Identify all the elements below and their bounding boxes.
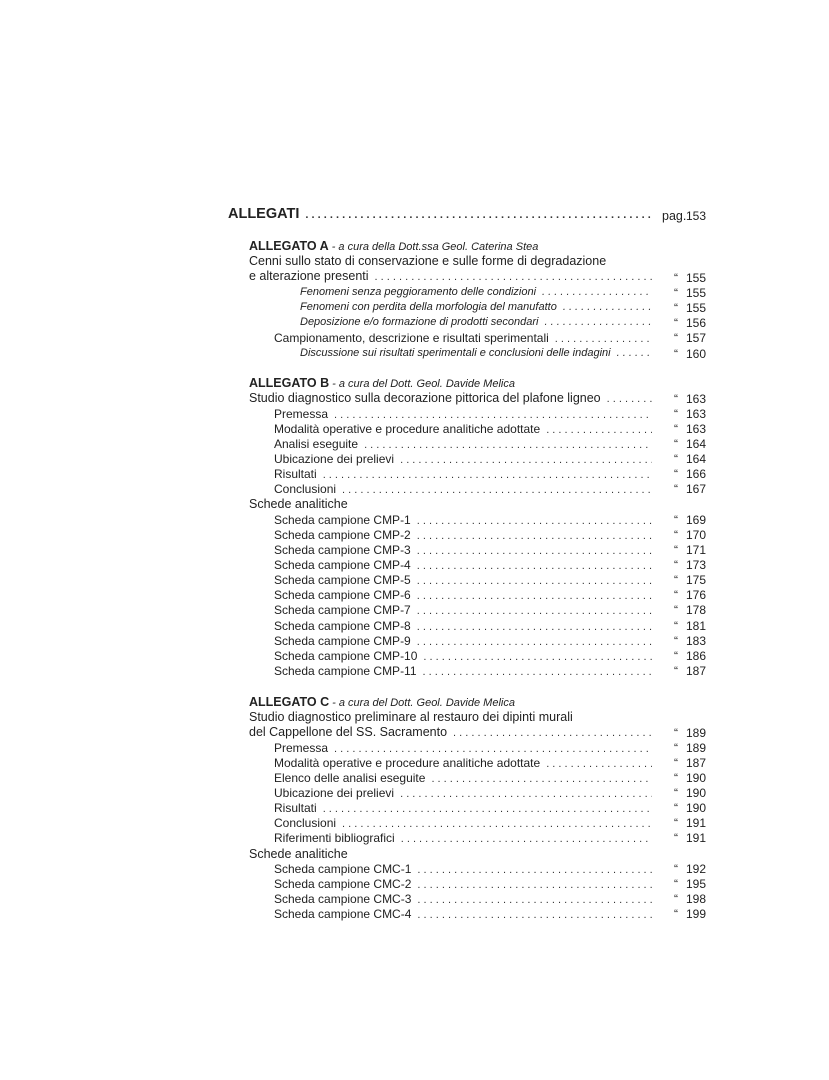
entry-page: 164 (685, 437, 706, 451)
leader-dots (423, 651, 652, 663)
toc-entry (274, 331, 658, 345)
entry-label: Risultati (274, 467, 317, 481)
ditto-mark: “ (674, 347, 678, 361)
entry-label: Scheda campione CMP-11 (274, 664, 417, 678)
leader-dots (400, 788, 652, 800)
leader-dots (417, 530, 652, 542)
leader-dots (417, 864, 652, 876)
entry-label: Scheda campione CMP-7 (274, 603, 411, 617)
toc-entry (274, 588, 658, 602)
ditto-mark: “ (674, 467, 678, 481)
leader-dots (417, 560, 652, 572)
leader-dots (342, 818, 652, 830)
allegato-c-author: - a cura del Dott. Geol. Davide Melica (329, 697, 515, 709)
ditto-mark: “ (674, 407, 678, 421)
toc-entry (274, 407, 658, 421)
entry-page: 176 (685, 588, 706, 602)
allegato-b-author: - a cura del Dott. Geol. Davide Melica (329, 378, 515, 390)
entry-page: 155 (685, 271, 706, 285)
ditto-mark: “ (674, 331, 678, 345)
entry-page: 187 (685, 664, 706, 678)
toc-entry (274, 664, 658, 678)
leader-dots (305, 209, 652, 221)
entry-label: Campionamento, descrizione e risultati sperimentali (274, 331, 549, 345)
toc-entry (300, 286, 658, 298)
entry-page: 181 (685, 619, 706, 633)
ditto-mark: “ (674, 786, 678, 800)
entry-page: 167 (685, 482, 706, 496)
ditto-mark: “ (674, 816, 678, 830)
toc-entry (274, 801, 658, 815)
entry-label: Fenomeni senza peggioramento delle condizioni (300, 286, 537, 298)
entry-label: Modalità operative e procedure analitiche adottate (274, 422, 541, 436)
ditto-mark: “ (674, 422, 678, 436)
entry-page: 190 (685, 801, 706, 815)
entry-page: 164 (685, 452, 706, 466)
entry-page: 163 (685, 422, 706, 436)
leader-dots (417, 575, 652, 587)
entry-page: 198 (685, 892, 706, 906)
leader-dots (431, 773, 652, 785)
entry-label: Scheda campione CMP-5 (274, 573, 411, 587)
leader-dots (542, 286, 652, 298)
ditto-mark: “ (674, 649, 678, 663)
entry-label: Riferimenti bibliografici (274, 831, 395, 845)
toc-entry (274, 831, 658, 845)
entry-label: Ubicazione dei prelievi (274, 452, 395, 466)
leader-dots (401, 833, 652, 845)
entry-page: 175 (685, 573, 706, 587)
toc-entry (249, 269, 658, 283)
leader-dots (453, 727, 652, 739)
ditto-mark: “ (674, 801, 678, 815)
entry-page: 170 (685, 528, 706, 542)
entry-label: Scheda campione CMP-3 (274, 543, 411, 557)
entry-label: Premessa (274, 407, 329, 421)
toc-entry (274, 558, 658, 572)
ditto-mark: “ (674, 588, 678, 602)
leader-dots (417, 545, 652, 557)
ditto-mark: “ (674, 831, 678, 845)
allegato-c-title: ALLEGATO C (249, 695, 330, 709)
toc-main-entry (228, 206, 658, 222)
ditto-mark: “ (674, 892, 678, 906)
leader-dots (364, 439, 652, 451)
leader-dots (375, 271, 652, 283)
entry-page: 178 (685, 603, 706, 617)
entry-label: Scheda campione CMP-4 (274, 558, 411, 572)
entry-page: 199 (685, 907, 706, 921)
entry-label: Conclusioni (274, 816, 337, 830)
entry-label: Scheda campione CMP-8 (274, 619, 411, 633)
toc-entry (300, 347, 658, 359)
leader-dots (417, 879, 652, 891)
toc-entry (274, 528, 658, 542)
ditto-mark: “ (674, 437, 678, 451)
leader-dots (417, 590, 652, 602)
main-entry-page: 153 (685, 209, 706, 223)
toc-entry (274, 422, 658, 436)
leader-dots (617, 347, 652, 359)
leader-dots (544, 316, 652, 328)
allegato-b-title: ALLEGATO B (249, 376, 330, 390)
leader-dots (555, 333, 652, 345)
toc-entry (249, 391, 658, 405)
leader-dots (334, 409, 652, 421)
entry-label: Modalità operative e procedure analitiche adottate (274, 756, 541, 770)
allegato-c-title-line1: Studio diagnostico preliminare al restauro dei dipinti murali (249, 710, 573, 724)
entry-label: Discussione sui risultati sperimentali e conclusioni delle indagini (300, 347, 611, 359)
toc-entry (274, 619, 658, 633)
leader-dots (423, 666, 652, 678)
toc-entry (274, 786, 658, 800)
ditto-mark: “ (674, 619, 678, 633)
toc-entry (274, 649, 658, 663)
ditto-mark: “ (674, 862, 678, 876)
toc-entry (274, 437, 658, 451)
entry-page: 187 (685, 756, 706, 770)
leader-dots (400, 454, 652, 466)
entry-label: Scheda campione CMP-2 (274, 528, 411, 542)
ditto-mark: “ (674, 726, 678, 740)
entry-page: 192 (685, 862, 706, 876)
ditto-mark: “ (674, 528, 678, 542)
ditto-mark: “ (674, 482, 678, 496)
toc-entry (274, 741, 658, 755)
toc-entry (274, 771, 658, 785)
allegato-a-heading (249, 239, 538, 253)
entry-label: Scheda campione CMP-10 (274, 649, 418, 663)
ditto-mark: “ (674, 877, 678, 891)
entry-page: 183 (685, 634, 706, 648)
entry-page: 163 (685, 407, 706, 421)
entry-label: Premessa (274, 741, 329, 755)
entry-label: Scheda campione CMP-1 (274, 513, 411, 527)
leader-dots (323, 803, 652, 815)
toc-entry (274, 482, 658, 496)
ditto-mark: “ (674, 907, 678, 921)
ditto-mark: “ (674, 664, 678, 678)
leader-dots (607, 393, 652, 405)
entry-page: 155 (685, 301, 706, 315)
toc-entry (300, 316, 658, 328)
ditto-mark: “ (674, 452, 678, 466)
ditto-mark: “ (674, 771, 678, 785)
leader-dots (334, 743, 652, 755)
entry-label: Studio diagnostico sulla decorazione pittorica del plafone ligneo (249, 391, 601, 405)
entry-label: Scheda campione CMC-4 (274, 907, 412, 921)
entry-page: 191 (685, 831, 706, 845)
entry-label: Conclusioni (274, 482, 337, 496)
ditto-mark: “ (674, 603, 678, 617)
entry-page: 195 (685, 877, 706, 891)
entry-page: 191 (685, 816, 706, 830)
entry-label: Scheda campione CMP-9 (274, 634, 411, 648)
entry-label: Elenco delle analisi eseguite (274, 771, 426, 785)
leader-dots (417, 621, 652, 633)
entry-page: 163 (685, 392, 706, 406)
entry-page: 169 (685, 513, 706, 527)
entry-page: 156 (685, 316, 706, 330)
entry-label: Deposizione e/o formazione di prodotti secondari (300, 316, 539, 328)
ditto-mark: “ (674, 301, 678, 315)
ditto-mark: “ (674, 392, 678, 406)
toc-entry (274, 573, 658, 587)
ditto-mark: “ (674, 286, 678, 300)
leader-dots (417, 909, 652, 921)
toc-entry (274, 452, 658, 466)
ditto-mark: “ (674, 573, 678, 587)
toc-entry (274, 892, 658, 906)
ditto-mark: “ (674, 741, 678, 755)
leader-dots (417, 636, 652, 648)
entry-label: Scheda campione CMP-6 (274, 588, 411, 602)
leader-dots (563, 301, 652, 313)
ditto-mark: “ (674, 513, 678, 527)
entry-label: Ubicazione dei prelievi (274, 786, 395, 800)
leader-dots (417, 894, 652, 906)
toc-entry (274, 467, 658, 481)
toc-entry (274, 756, 658, 770)
toc-entry (274, 543, 658, 557)
allegato-c-heading (249, 695, 515, 709)
toc-entry (300, 301, 658, 313)
entry-label: del Cappellone del SS. Sacramento (249, 725, 448, 739)
allegato-a-title: ALLEGATO A (249, 239, 329, 253)
entry-page: 190 (685, 771, 706, 785)
leader-dots (417, 605, 652, 617)
toc-entry (274, 603, 658, 617)
pag-label: pag. (662, 209, 687, 223)
entry-page: 189 (685, 741, 706, 755)
ditto-mark: “ (674, 756, 678, 770)
main-entry-label: ALLEGATI (228, 206, 300, 222)
entry-page: 190 (685, 786, 706, 800)
ditto-mark: “ (674, 558, 678, 572)
entry-page: 189 (685, 726, 706, 740)
entry-label: Scheda campione CMC-1 (274, 862, 412, 876)
toc-entry (274, 907, 658, 921)
ditto-mark: “ (674, 634, 678, 648)
leader-dots (546, 758, 652, 770)
entry-page: 155 (685, 286, 706, 300)
entry-label: Risultati (274, 801, 317, 815)
leader-dots (417, 515, 652, 527)
toc-entry (274, 862, 658, 876)
entry-label: Fenomeni con perdita della morfologia del manufatto (300, 301, 557, 313)
allegato-a-author: - a cura della Dott.ssa Geol. Caterina Stea (328, 241, 539, 253)
leader-dots (342, 484, 652, 496)
leader-dots (323, 469, 652, 481)
schede-heading: Schede analitiche (249, 847, 348, 861)
entry-label: Analisi eseguite (274, 437, 359, 451)
entry-page: 171 (685, 543, 706, 557)
entry-label: Scheda campione CMC-3 (274, 892, 412, 906)
allegato-a-title-line1: Cenni sullo stato di conservazione e sulle forme di degradazione (249, 254, 607, 268)
ditto-mark: “ (674, 271, 678, 285)
toc-entry (249, 725, 658, 739)
entry-label: e alterazione presenti (249, 269, 369, 283)
entry-page: 173 (685, 558, 706, 572)
entry-page: 157 (685, 331, 706, 345)
allegato-b-heading (249, 376, 515, 390)
toc-entry (274, 877, 658, 891)
schede-heading: Schede analitiche (249, 497, 348, 511)
leader-dots (546, 424, 652, 436)
toc-entry (274, 816, 658, 830)
toc-entry (274, 513, 658, 527)
entry-page: 186 (685, 649, 706, 663)
entry-label: Scheda campione CMC-2 (274, 877, 412, 891)
ditto-mark: “ (674, 316, 678, 330)
toc-entry (274, 634, 658, 648)
entry-page: 166 (685, 467, 706, 481)
ditto-mark: “ (674, 543, 678, 557)
entry-page: 160 (685, 347, 706, 361)
